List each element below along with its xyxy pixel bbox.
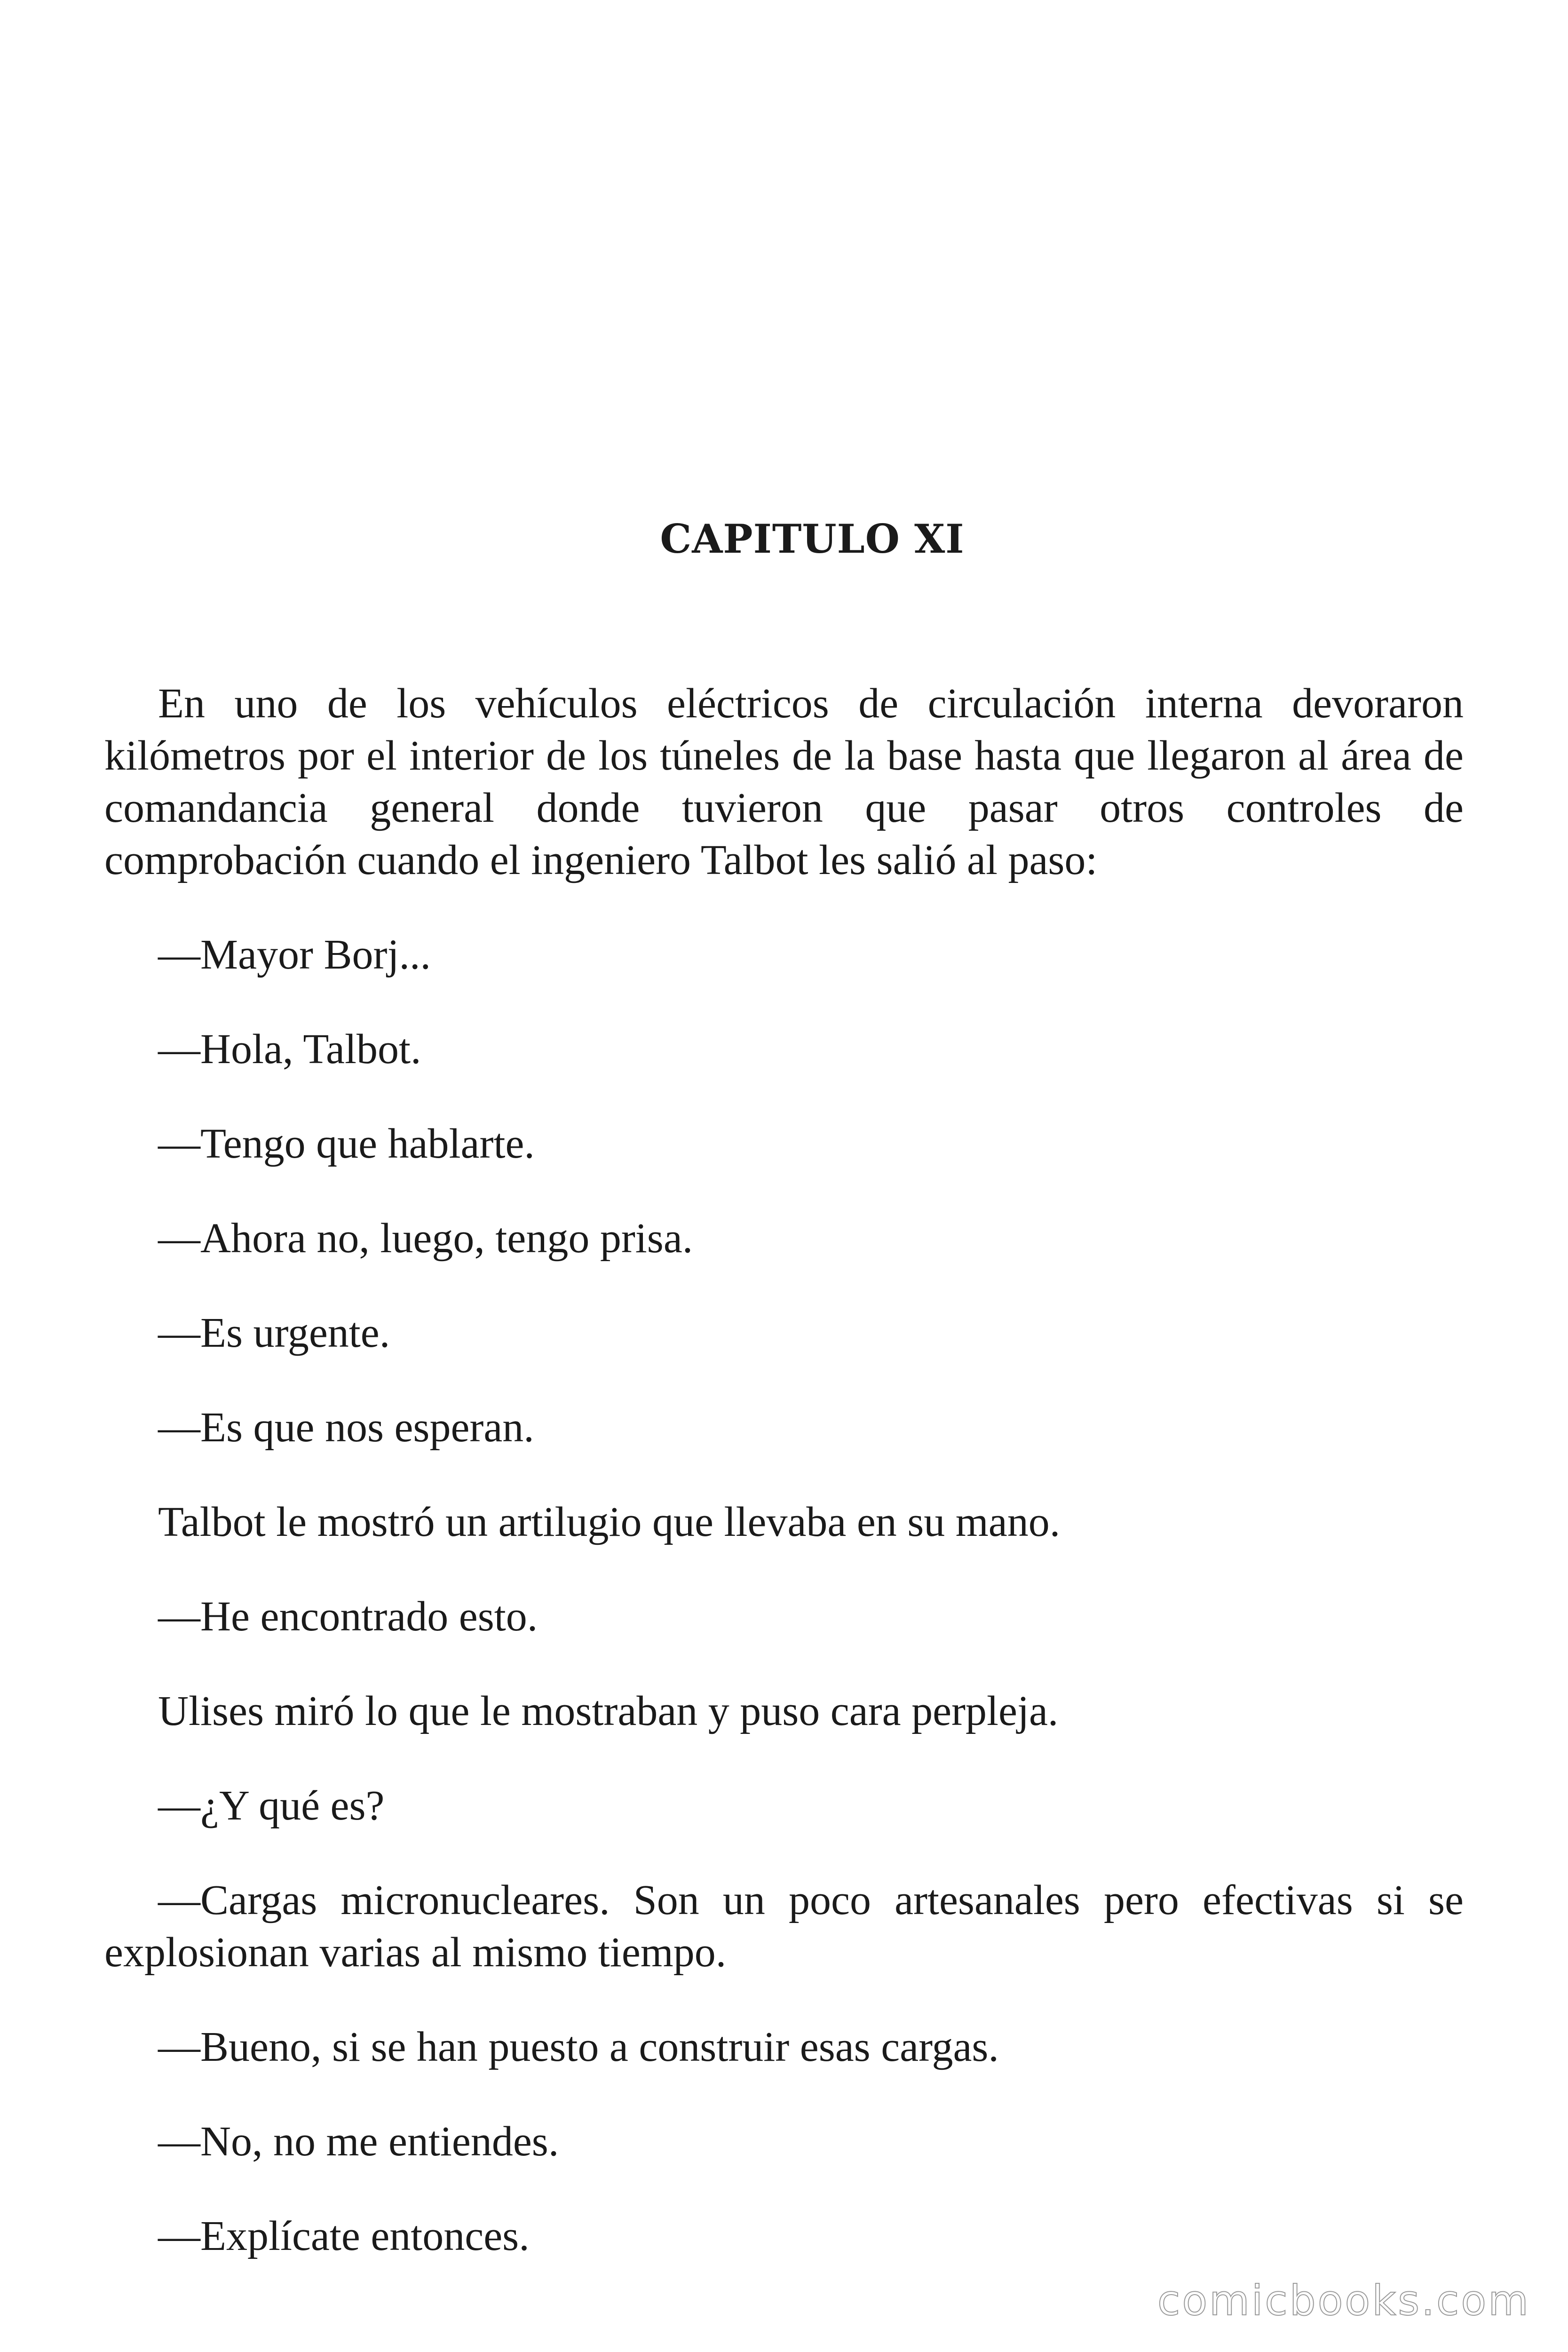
- chapter-body: [104, 677, 1464, 2262]
- paragraph: Ulises miró lo que le mostraban y puso cara perpleja.: [158, 1688, 1059, 1734]
- dialogue-line: —Es urgente.: [158, 1310, 390, 1356]
- dialogue-line: —Es que nos esperan.: [158, 1404, 534, 1451]
- dialogue-line: —Ahora no, luego, tengo prisa.: [158, 1215, 693, 1262]
- dialogue-line: —No, no me entiendes.: [158, 2118, 559, 2165]
- dialogue-line: —He encontrado esto.: [158, 1593, 538, 1640]
- paragraph: Talbot le mostró un artilugio que llevaba en su mano.: [158, 1499, 1061, 1545]
- dialogue-line: —Hola, Talbot.: [158, 1026, 421, 1073]
- paragraph: En uno de los vehículos eléctricos de circulación interna devoraron kilómetros por el interior de los túneles de la base hasta que llegaron al área de comandancia general donde tuvieron que pasar otros controles de comprobación cuando el ingeniero Talbot les salió al paso:: [104, 680, 1464, 883]
- dialogue-line: —Explícate entonces.: [158, 2213, 530, 2259]
- dialogue-line: —Tengo que hablarte.: [158, 1120, 535, 1167]
- dialogue-line: —¿Y qué es?: [158, 1782, 385, 1829]
- watermark: comicbooks.com: [1157, 2276, 1530, 2325]
- dialogue-line: —Mayor Borj...: [158, 931, 431, 978]
- dialogue-line: —Bueno, si se han puesto a construir esas cargas.: [158, 2024, 999, 2070]
- chapter-title: CAPITULO XI: [660, 516, 965, 563]
- dialogue-line: —Cargas micronucleares. Son un poco artesanales pero efectivas si se explosionan varias al mismo tiempo.: [104, 1877, 1464, 1976]
